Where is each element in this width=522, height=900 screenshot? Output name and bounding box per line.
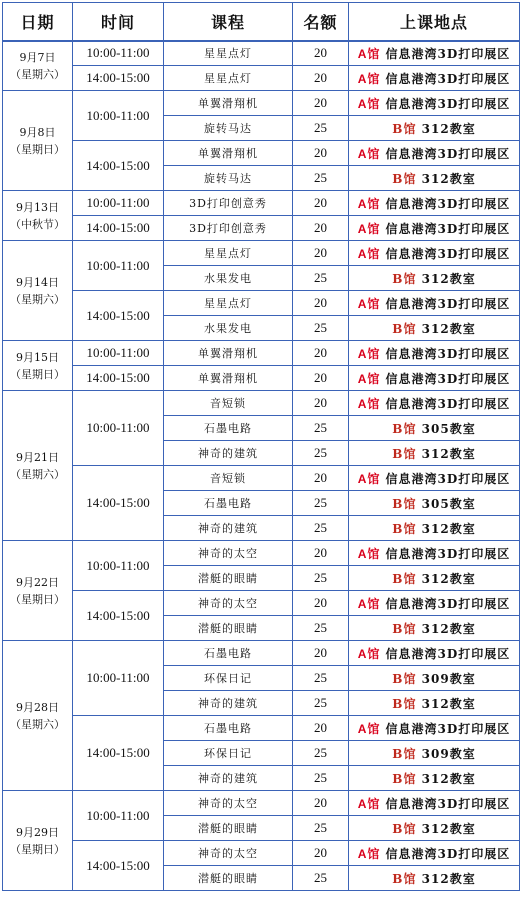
hall-label: A馆 (357, 471, 381, 486)
date-cell (3, 41, 73, 91)
room-label: 信息港湾3D打印展区 (385, 396, 511, 411)
table-row (3, 391, 520, 416)
time-cell: 14:00-15:00 (73, 466, 164, 541)
location-cell (349, 566, 520, 591)
course-cell: 单翼滑翔机 (164, 141, 293, 166)
location-cell (349, 616, 520, 641)
hall-label: A馆 (357, 546, 381, 561)
room-label: 309教室 (421, 671, 476, 686)
quota-cell: 20 (293, 341, 349, 366)
quota-cell: 25 (293, 566, 349, 591)
quota-cell: 25 (293, 691, 349, 716)
room-label: 信息港湾3D打印展区 (385, 196, 511, 211)
room-label: 312教室 (421, 171, 476, 186)
hall-label: B馆 (392, 321, 417, 336)
hall-label: B馆 (392, 121, 417, 136)
quota-cell: 20 (293, 466, 349, 491)
location-cell (349, 816, 520, 841)
weekday-label: （星期六） (10, 467, 65, 481)
date-cell (3, 191, 73, 241)
room-label: 312教室 (421, 821, 476, 836)
time-cell: 10:00-11:00 (73, 241, 164, 291)
time-cell: 14:00-15:00 (73, 291, 164, 341)
location-cell (349, 741, 520, 766)
room-label: 312教室 (421, 271, 476, 286)
room-label: 305教室 (421, 496, 476, 511)
quota-cell: 25 (293, 866, 349, 891)
location-cell (349, 416, 520, 441)
hall-label: B馆 (392, 496, 417, 511)
hall-label: B馆 (392, 746, 417, 761)
date-label: 9月21日 (16, 450, 59, 464)
course-cell: 旋转马达 (164, 166, 293, 191)
time-cell: 14:00-15:00 (73, 841, 164, 891)
course-cell: 神奇的太空 (164, 541, 293, 566)
date-cell (3, 241, 73, 341)
time-cell: 14:00-15:00 (73, 216, 164, 241)
hall-label: B馆 (392, 696, 417, 711)
quota-cell: 20 (293, 841, 349, 866)
date-label: 9月7日 (19, 50, 56, 64)
time-cell: 10:00-11:00 (73, 541, 164, 591)
quota-cell: 20 (293, 241, 349, 266)
room-label: 312教室 (421, 121, 476, 136)
course-cell: 神奇的建筑 (164, 691, 293, 716)
table-row (3, 91, 520, 116)
room-label: 信息港湾3D打印展区 (385, 796, 511, 811)
hall-label: A馆 (357, 296, 381, 311)
location-cell (349, 691, 520, 716)
room-label: 信息港湾3D打印展区 (385, 371, 511, 386)
location-cell (349, 116, 520, 141)
quota-cell: 20 (293, 191, 349, 216)
date-label: 9月14日 (16, 275, 59, 289)
location-cell (349, 166, 520, 191)
quota-cell: 25 (293, 816, 349, 841)
location-cell (349, 91, 520, 116)
quota-cell: 25 (293, 766, 349, 791)
course-cell: 环保日记 (164, 741, 293, 766)
hall-label: A馆 (357, 146, 381, 161)
location-cell (349, 191, 520, 216)
date-cell (3, 641, 73, 791)
hall-label: A馆 (357, 596, 381, 611)
hall-label: B馆 (392, 571, 417, 586)
hall-label: B馆 (392, 171, 417, 186)
quota-cell: 25 (293, 416, 349, 441)
location-cell (349, 241, 520, 266)
room-label: 312教室 (421, 871, 476, 886)
room-label: 信息港湾3D打印展区 (385, 96, 511, 111)
room-label: 312教室 (421, 621, 476, 636)
quota-cell: 20 (293, 391, 349, 416)
room-label: 信息港湾3D打印展区 (385, 246, 511, 261)
hall-label: A馆 (357, 71, 381, 86)
quota-cell: 25 (293, 116, 349, 141)
course-cell: 单翼滑翔机 (164, 91, 293, 116)
weekday-label: （星期日） (10, 142, 65, 156)
location-cell (349, 366, 520, 391)
location-cell (349, 41, 520, 66)
table-row (3, 791, 520, 816)
date-cell (3, 541, 73, 641)
quota-cell: 20 (293, 66, 349, 91)
location-cell (349, 291, 520, 316)
hall-label: A馆 (357, 371, 381, 386)
hall-label: B馆 (392, 621, 417, 636)
room-label: 312教室 (421, 571, 476, 586)
quota-cell: 20 (293, 541, 349, 566)
course-cell: 石墨电路 (164, 416, 293, 441)
table-row (3, 466, 520, 491)
course-cell: 潜艇的眼睛 (164, 566, 293, 591)
weekday-label: （星期六） (10, 67, 65, 81)
hall-label: B馆 (392, 671, 417, 686)
hall-label: A馆 (357, 721, 381, 736)
course-cell: 神奇的建筑 (164, 516, 293, 541)
table-row (3, 216, 520, 241)
room-label: 信息港湾3D打印展区 (385, 471, 511, 486)
course-cell: 水果发电 (164, 316, 293, 341)
header-course: 课程 (164, 3, 293, 41)
course-cell: 星星点灯 (164, 66, 293, 91)
table-row (3, 341, 520, 366)
hall-label: A馆 (357, 646, 381, 661)
table-row (3, 541, 520, 566)
time-cell: 10:00-11:00 (73, 191, 164, 216)
room-label: 信息港湾3D打印展区 (385, 346, 511, 361)
hall-label: A馆 (357, 96, 381, 111)
room-label: 信息港湾3D打印展区 (385, 71, 511, 86)
schedule-table (2, 2, 520, 891)
quota-cell: 25 (293, 441, 349, 466)
location-cell (349, 466, 520, 491)
table-row (3, 291, 520, 316)
course-cell: 水果发电 (164, 266, 293, 291)
quota-cell: 20 (293, 641, 349, 666)
table-row (3, 366, 520, 391)
room-label: 信息港湾3D打印展区 (385, 221, 511, 236)
course-cell: 星星点灯 (164, 291, 293, 316)
table-row (3, 141, 520, 166)
room-label: 305教室 (421, 421, 476, 436)
table-row (3, 641, 520, 666)
room-label: 信息港湾3D打印展区 (385, 596, 511, 611)
quota-cell: 20 (293, 41, 349, 66)
course-cell: 星星点灯 (164, 241, 293, 266)
location-cell (349, 491, 520, 516)
weekday-label: （星期日） (10, 367, 65, 381)
date-cell (3, 791, 73, 891)
location-cell (349, 841, 520, 866)
weekday-label: （星期六） (10, 717, 65, 731)
quota-cell: 25 (293, 666, 349, 691)
hall-label: A馆 (357, 246, 381, 261)
hall-label: A馆 (357, 46, 381, 61)
location-cell (349, 441, 520, 466)
room-label: 信息港湾3D打印展区 (385, 296, 511, 311)
course-cell: 石墨电路 (164, 491, 293, 516)
weekday-label: （中秋节） (10, 217, 65, 231)
weekday-label: （星期六） (10, 292, 65, 306)
time-cell: 14:00-15:00 (73, 366, 164, 391)
location-cell (349, 666, 520, 691)
room-label: 312教室 (421, 321, 476, 336)
date-label: 9月8日 (19, 125, 56, 139)
table-row (3, 41, 520, 66)
date-label: 9月29日 (16, 825, 59, 839)
course-cell: 潜艇的眼睛 (164, 816, 293, 841)
course-cell: 单翼滑翔机 (164, 366, 293, 391)
course-cell: 3D打印创意秀 (164, 191, 293, 216)
table-row (3, 191, 520, 216)
time-cell: 14:00-15:00 (73, 141, 164, 191)
course-cell: 潜艇的眼睛 (164, 616, 293, 641)
course-cell: 神奇的建筑 (164, 766, 293, 791)
hall-label: A馆 (357, 796, 381, 811)
location-cell (349, 716, 520, 741)
weekday-label: （星期日） (10, 842, 65, 856)
room-label: 312教室 (421, 696, 476, 711)
header-date: 日期 (3, 3, 73, 41)
date-cell (3, 391, 73, 541)
course-cell: 3D打印创意秀 (164, 216, 293, 241)
course-cell: 神奇的太空 (164, 791, 293, 816)
quota-cell: 25 (293, 616, 349, 641)
time-cell: 10:00-11:00 (73, 341, 164, 366)
hall-label: A馆 (357, 221, 381, 236)
time-cell: 14:00-15:00 (73, 716, 164, 791)
date-label: 9月15日 (16, 350, 59, 364)
header-time: 时间 (73, 3, 164, 41)
hall-label: B馆 (392, 421, 417, 436)
location-cell (349, 316, 520, 341)
course-cell: 潜艇的眼睛 (164, 866, 293, 891)
header-location: 上课地点 (349, 3, 520, 41)
quota-cell: 20 (293, 716, 349, 741)
quota-cell: 20 (293, 216, 349, 241)
hall-label: B馆 (392, 821, 417, 836)
time-cell: 10:00-11:00 (73, 41, 164, 66)
room-label: 信息港湾3D打印展区 (385, 46, 511, 61)
quota-cell: 25 (293, 491, 349, 516)
room-label: 312教室 (421, 446, 476, 461)
quota-cell: 25 (293, 266, 349, 291)
time-cell: 14:00-15:00 (73, 591, 164, 641)
table-row (3, 241, 520, 266)
table-row (3, 591, 520, 616)
room-label: 309教室 (421, 746, 476, 761)
location-cell (349, 641, 520, 666)
table-row (3, 716, 520, 741)
course-cell: 环保日记 (164, 666, 293, 691)
location-cell (349, 266, 520, 291)
course-cell: 旋转马达 (164, 116, 293, 141)
quota-cell: 20 (293, 366, 349, 391)
header-row (3, 3, 520, 41)
course-cell: 音短锁 (164, 466, 293, 491)
time-cell: 10:00-11:00 (73, 91, 164, 141)
schedule-body (3, 41, 520, 891)
quota-cell: 25 (293, 166, 349, 191)
room-label: 312教室 (421, 521, 476, 536)
quota-cell: 25 (293, 516, 349, 541)
time-cell: 14:00-15:00 (73, 66, 164, 91)
course-cell: 神奇的建筑 (164, 441, 293, 466)
quota-cell: 20 (293, 591, 349, 616)
room-label: 信息港湾3D打印展区 (385, 646, 511, 661)
course-cell: 石墨电路 (164, 716, 293, 741)
weekday-label: （星期日） (10, 592, 65, 606)
hall-label: A馆 (357, 346, 381, 361)
location-cell (349, 391, 520, 416)
course-cell: 单翼滑翔机 (164, 341, 293, 366)
course-cell: 神奇的太空 (164, 841, 293, 866)
quota-cell: 20 (293, 91, 349, 116)
location-cell (349, 791, 520, 816)
room-label: 信息港湾3D打印展区 (385, 721, 511, 736)
header-quota: 名额 (293, 3, 349, 41)
date-cell (3, 341, 73, 391)
location-cell (349, 141, 520, 166)
hall-label: B馆 (392, 871, 417, 886)
time-cell: 10:00-11:00 (73, 791, 164, 841)
location-cell (349, 341, 520, 366)
quota-cell: 20 (293, 791, 349, 816)
hall-label: B馆 (392, 446, 417, 461)
location-cell (349, 66, 520, 91)
quota-cell: 20 (293, 291, 349, 316)
room-label: 信息港湾3D打印展区 (385, 146, 511, 161)
hall-label: B馆 (392, 271, 417, 286)
course-cell: 石墨电路 (164, 641, 293, 666)
date-label: 9月13日 (16, 200, 59, 214)
table-row (3, 841, 520, 866)
hall-label: B馆 (392, 771, 417, 786)
hall-label: A馆 (357, 846, 381, 861)
hall-label: B馆 (392, 521, 417, 536)
time-cell: 10:00-11:00 (73, 391, 164, 466)
course-cell: 神奇的太空 (164, 591, 293, 616)
quota-cell: 25 (293, 741, 349, 766)
room-label: 信息港湾3D打印展区 (385, 846, 511, 861)
room-label: 312教室 (421, 771, 476, 786)
location-cell (349, 216, 520, 241)
quota-cell: 20 (293, 141, 349, 166)
quota-cell: 25 (293, 316, 349, 341)
hall-label: A馆 (357, 396, 381, 411)
location-cell (349, 591, 520, 616)
location-cell (349, 766, 520, 791)
date-label: 9月28日 (16, 700, 59, 714)
course-cell: 音短锁 (164, 391, 293, 416)
hall-label: A馆 (357, 196, 381, 211)
location-cell (349, 516, 520, 541)
room-label: 信息港湾3D打印展区 (385, 546, 511, 561)
course-cell: 星星点灯 (164, 41, 293, 66)
date-cell (3, 91, 73, 191)
table-row (3, 66, 520, 91)
location-cell (349, 866, 520, 891)
date-label: 9月22日 (16, 575, 59, 589)
location-cell (349, 541, 520, 566)
time-cell: 10:00-11:00 (73, 641, 164, 716)
